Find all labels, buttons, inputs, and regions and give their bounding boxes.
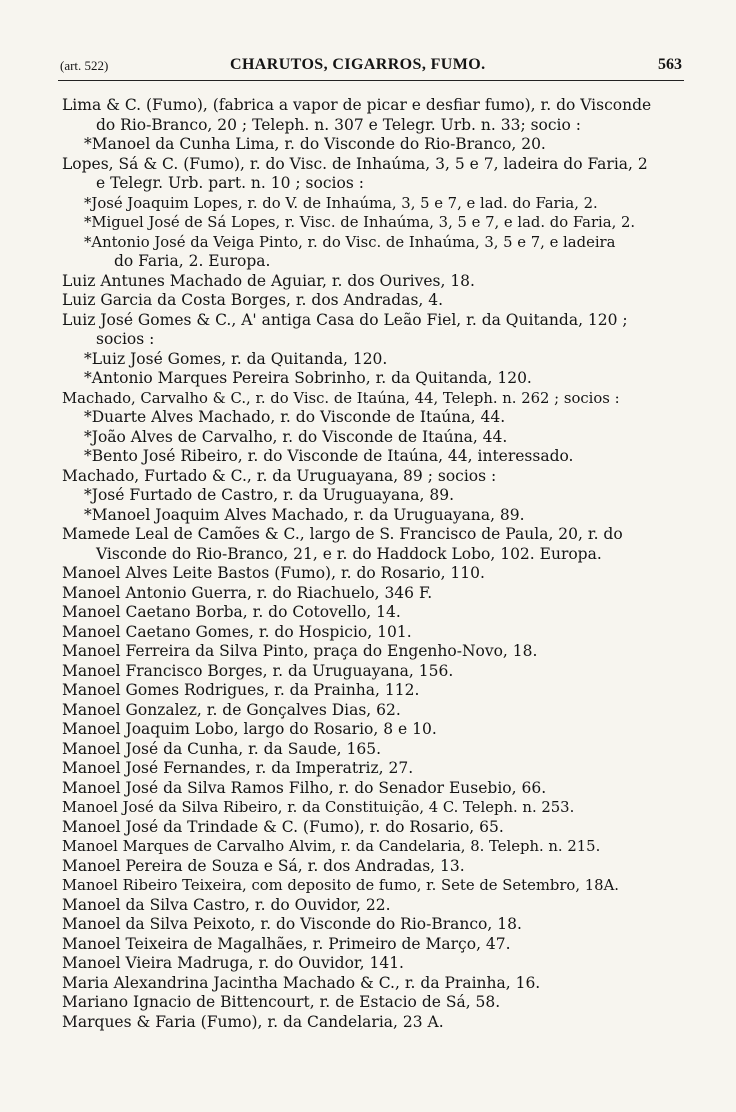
entry-line: Manoel Teixeira de Magalhães, r. Primeiro de Março, 47. (62, 934, 511, 953)
entry-line: Manoel Alves Leite Bastos (Fumo), r. do Rosario, 110. (62, 564, 485, 582)
header-rule (58, 80, 684, 81)
directory-entries (62, 96, 686, 1032)
entry-line: Luiz Antunes Machado de Aguiar, r. dos Ourives, 18. (62, 271, 475, 290)
partner-line: *Bento José Ribeiro, r. do Visconde de Itaúna, 44, interessado. (84, 447, 574, 465)
entry-line: Manoel Antonio Guerra, r. do Riachuelo, 346 F. (62, 583, 433, 602)
entry-line: Mariano Ignacio de Bittencourt, r. de Estacio de Sá, 58. (62, 993, 501, 1011)
entry-line: Luiz Garcia da Costa Borges, r. dos Andradas, 4. (62, 291, 444, 309)
entry-line: Manoel José da Silva Ribeiro, r. da Constituição, 4 C. Teleph. n. 253. (62, 799, 575, 816)
partner-line: *Antonio Marques Pereira Sobrinho, r. da Quitanda, 120. (84, 369, 532, 387)
entry-line: Luiz José Gomes & C., A' antiga Casa do Leão Fiel, r. da Quitanda, 120 ; (62, 310, 628, 329)
entry-line: Manoel Caetano Gomes, r. do Hospicio, 101. (62, 622, 412, 641)
entry-line: Manoel Joaquim Lobo, largo do Rosario, 8 e 10. (62, 720, 437, 738)
page-title: CHARUTOS, CIGARROS, FUMO. (230, 56, 486, 73)
entry-line: Machado, Carvalho & C., r. do Visc. de Itaúna, 44, Teleph. n. 262 ; socios : (62, 389, 620, 407)
entry-line: Mamede Leal de Camões & C., largo de S. Francisco de Paula, 20, r. do (62, 525, 623, 543)
entry-line: Manoel Gonzalez, r. de Gonçalves Dias, 62. (62, 700, 401, 719)
partner-line: *Miguel José de Sá Lopes, r. Visc. de Inhaúma, 3, 5 e 7, e lad. do Faria, 2. (84, 214, 636, 231)
entry-continuation: Visconde do Rio-Branco, 21, e r. do Haddock Lobo, 102. Europa. (96, 544, 602, 563)
entry-line: Manoel Ribeiro Teixeira, com deposito de fumo, r. Sete de Setembro, 18A. (62, 877, 619, 894)
entry-line: Marques & Faria (Fumo), r. da Candelaria, 23 A. (62, 1012, 444, 1031)
entry-line: Machado, Furtado & C., r. da Uruguayana, 89 ; socios : (62, 466, 497, 485)
entry-line: Manoel Francisco Borges, r. da Uruguayana, 156. (62, 661, 454, 680)
entry-line: Manoel da Silva Castro, r. do Ouvidor, 22. (62, 895, 391, 914)
entry-line: Lopes, Sá & C. (Fumo), r. do Visc. de Inhaúma, 3, 5 e 7, ladeira do Faria, 2 (62, 154, 648, 173)
entry-line: Manoel Caetano Borba, r. do Cotovello, 14. (62, 603, 401, 621)
entry-line: Manoel Marques de Carvalho Alvim, r. da Candelaria, 8. Teleph. n. 215. (62, 838, 601, 855)
entry-line: Manoel José da Cunha, r. da Saude, 165. (62, 739, 382, 758)
entry-continuation: do Rio-Branco, 20 ; Teleph. n. 307 e Telegr. Urb. n. 33; socio : (96, 115, 581, 134)
entry-line: Manoel Pereira de Souza e Sá, r. dos Andradas, 13. (62, 856, 465, 875)
entry-line: Manoel Ferreira da Silva Pinto, praça do Engenho-Novo, 18. (62, 642, 538, 660)
entry-line: Manoel José Fernandes, r. da Imperatriz, 27. (62, 759, 414, 777)
page-header (58, 56, 682, 80)
entry-continuation: e Telegr. Urb. part. n. 10 ; socios : (96, 174, 364, 192)
partner-line: *Manoel da Cunha Lima, r. do Visconde do Rio-Branco, 20. (84, 135, 546, 153)
partner-line: *Manoel Joaquim Alves Machado, r. da Uruguayana, 89. (84, 505, 525, 524)
entry-continuation: socios : (96, 330, 155, 348)
section-reference: (art. 522) (60, 58, 109, 73)
partner-continuation: do Faria, 2. Europa. (114, 252, 271, 270)
partner-line: *Antonio José da Veiga Pinto, r. do Visc. de Inhaúma, 3, 5 e 7, e ladeira (84, 233, 616, 251)
entry-line: Manoel Gomes Rodrigues, r. da Prainha, 112. (62, 681, 420, 699)
page-number: 563 (658, 56, 682, 73)
partner-line: *João Alves de Carvalho, r. do Visconde de Itaúna, 44. (84, 427, 508, 446)
partner-line: *Luiz José Gomes, r. da Quitanda, 120. (84, 349, 388, 368)
partner-line: *Duarte Alves Machado, r. do Visconde de Itaúna, 44. (84, 408, 506, 426)
partner-line: *José Joaquim Lopes, r. do V. de Inhaúma, 3, 5 e 7, e lad. do Faria, 2. (84, 194, 598, 212)
entry-line: Lima & C. (Fumo), (fabrica a vapor de picar e desfiar fumo), r. do Visconde (62, 96, 652, 114)
entry-line: Manoel José da Silva Ramos Filho, r. do Senador Eusebio, 66. (62, 778, 547, 797)
entry-line: Manoel da Silva Peixoto, r. do Visconde do Rio-Branco, 18. (62, 915, 522, 933)
entry-line: Maria Alexandrina Jacintha Machado & C., r. da Prainha, 16. (62, 973, 541, 992)
entry-line: Manoel José da Trindade & C. (Fumo), r. do Rosario, 65. (62, 817, 504, 836)
partner-line: *José Furtado de Castro, r. da Uruguayana, 89. (84, 486, 455, 504)
entry-line: Manoel Vieira Madruga, r. do Ouvidor, 141. (62, 954, 404, 972)
